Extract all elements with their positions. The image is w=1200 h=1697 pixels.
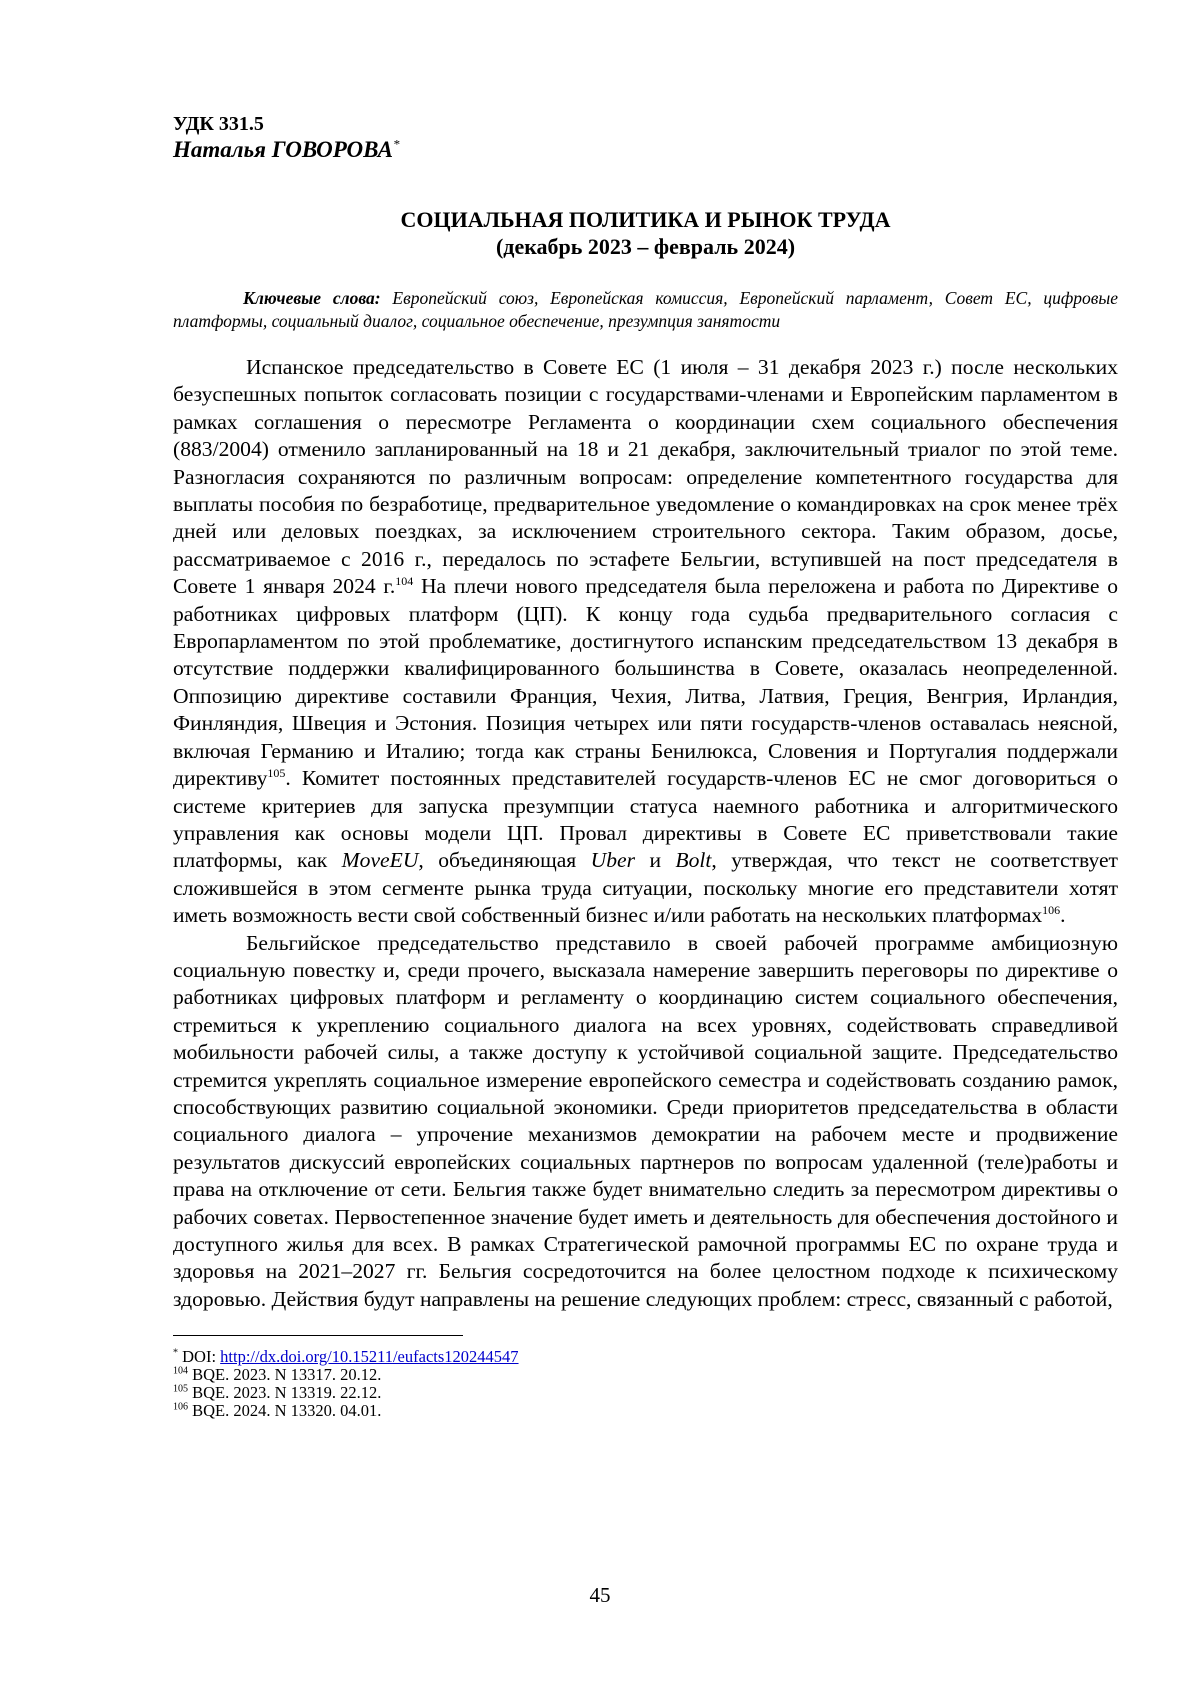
footnote-mark-star: * xyxy=(173,1347,178,1359)
footnote-mark-106: 106 xyxy=(173,1401,188,1413)
footnote-divider xyxy=(173,1335,463,1336)
article-title-line-2: (декабрь 2023 – февраль 2024) xyxy=(495,234,796,259)
article-title-line-1: СОЦИАЛЬНАЯ ПОЛИТИКА И РЫНОК ТРУДА xyxy=(400,207,891,232)
footnote-mark-105: 105 xyxy=(173,1383,188,1395)
author-name xyxy=(173,136,1118,164)
footnote-ref-106[interactable]: 106 xyxy=(1042,902,1061,917)
paragraph-1-part-1: Испанское председательство в Совете ЕС (1 июля – 31 декабря 2023 г.) после нескольких безуспешных попыток согласовать позиции с государствами-членами и Европейским парламентом в рамках соглашения о пересмотре Регламента о координации схем социального обеспечения (883/2004) отменило запланированный на 18 и 21 декабря, заключительный триалог по этой теме. Разногласия сохраняются по различным вопросам: определение компетентного государства для выплаты пособия по безработице, предварительное уведомление о командировках на срок менее трёх дней или деловых поездках, за исключением строительного сектора. Таким образом, досье, рассматриваемое с 2016 г., передалось по эстафете Бельгии, вступившей на пост председателя в Совете 1 января 2024 г. xyxy=(173,355,1118,599)
article-page xyxy=(173,112,1118,1420)
platform-name-bolt: Bolt xyxy=(675,848,712,873)
article-body xyxy=(173,354,1118,1313)
platform-name-moveeu: MoveEU xyxy=(341,848,419,873)
footnote-ref-105[interactable]: 105 xyxy=(267,765,286,780)
author-name-text: Наталья ГОВОРОВА xyxy=(173,137,393,162)
article-title xyxy=(173,206,1118,260)
paragraph-1-part-3: . Комитет постоянных представителей государств-членов ЕС не смог договориться о системе критериев для запуска презумпции статуса наемного работника и алгоритмического управления как основы модели ЦП. Провал директивы в Совете ЕС приветствовали такие платформы, как xyxy=(173,766,1118,873)
footnotes xyxy=(173,1348,1118,1420)
page-number: 45 xyxy=(589,1583,611,1607)
footnote-105-text: BQE. 2023. N 13319. 22.12. xyxy=(188,1383,382,1403)
footnote-105 xyxy=(173,1384,1118,1402)
footnote-106-text: BQE. 2024. N 13320. 04.01. xyxy=(188,1401,382,1421)
paragraph-1-part-2: На плечи нового председателя была переложена и работа по Директиве о работниках цифровых платформ (ЦП). К концу года судьба предварительного согласия с Европарламентом по этой проблематике, достигнутого испанским председательством 13 декабря в отсутствие поддержки квалифицированного большинства в Совете, оказалась неопределенной. Оппозицию директиве составили Франция, Чехия, Литва, Латвия, Греция, Венгрия, Ирландия, Финляндия, Швеция и Эстония. Позиция четырех или пяти государств-членов оставалась неясной, включая Германию и Италию; тогда как страны Бенилюкса, Словения и Португалия поддержали директиву xyxy=(173,574,1118,791)
footnote-106 xyxy=(173,1402,1118,1420)
keywords-text: Европейский союз, Европейская комиссия, Европейский парламент, Совет ЕС, цифровые платформы, социальный диалог, социальное обеспечение, презумпция занятости xyxy=(173,288,1119,331)
paragraph-1-part-5: и xyxy=(635,848,676,873)
udc-code: УДК 331.5 xyxy=(173,113,264,135)
footnote-doi xyxy=(173,1348,1118,1366)
footnote-104 xyxy=(173,1366,1118,1384)
footnote-104-text: BQE. 2023. N 13317. 20.12. xyxy=(188,1365,382,1385)
paragraph-1 xyxy=(173,354,1118,930)
keywords xyxy=(173,287,1118,333)
keywords-label: Ключевые слова: xyxy=(243,288,381,308)
author-footnote-mark[interactable]: * xyxy=(392,136,400,152)
footnote-ref-104[interactable]: 104 xyxy=(395,574,414,589)
footnote-doi-prefix: DOI: xyxy=(178,1347,221,1367)
platform-name-uber: Uber xyxy=(590,848,636,873)
paragraph-2: Бельгийское председательство представило в своей рабочей программе амбициозную социальную повестку и, среди прочего, высказала намерение завершить переговоры по директиве о работниках цифровых платформ и регламенту о координацию систем социального обеспечения, стремиться к укреплению социального диалога на всех уровнях, содействовать справедливой мобильности рабочей силы, а также доступу к устойчивой социальной защите. Председательство стремится укреплять социальное измерение европейского семестра и содействовать созданию рамок, способствующих развитию социальной экономики. Среди приоритетов председательства в области социального диалога – упрочение механизмов демократии на рабочем месте и продвижение результатов дискуссий европейских социальных партнеров по вопросам удаленной (теле)работы и права на отключение от сети. Бельгия также будет внимательно следить за пересмотром директивы о рабочих советах. Первостепенное значение будет иметь и деятельность для обеспечения достойного и доступного жилья для всех. В рамках Стратегической рамочной программы ЕС по охране труда и здоровья на 2021–2027 гг. Бельгия сосредоточится на более целостном подходе к психическому здоровью. Действия будут направлены на решение следующих проблем: стресс, связанный с работой, xyxy=(173,930,1118,1311)
doi-link[interactable]: http://dx.doi.org/10.15211/eufacts120244547 xyxy=(220,1347,519,1367)
paragraph-1-part-6: , утверждая, что текст не соответствует сложившейся в этом сегменте рынка труда ситуации, поскольку многие его представители хотят иметь возможность вести свой собственный бизнес и/или работать на нескольких платформах xyxy=(173,848,1118,928)
paragraph-1-part-4: , объединяющая xyxy=(418,848,591,873)
footnote-mark-104: 104 xyxy=(173,1365,188,1377)
paragraph-1-part-7: . xyxy=(1060,903,1066,928)
